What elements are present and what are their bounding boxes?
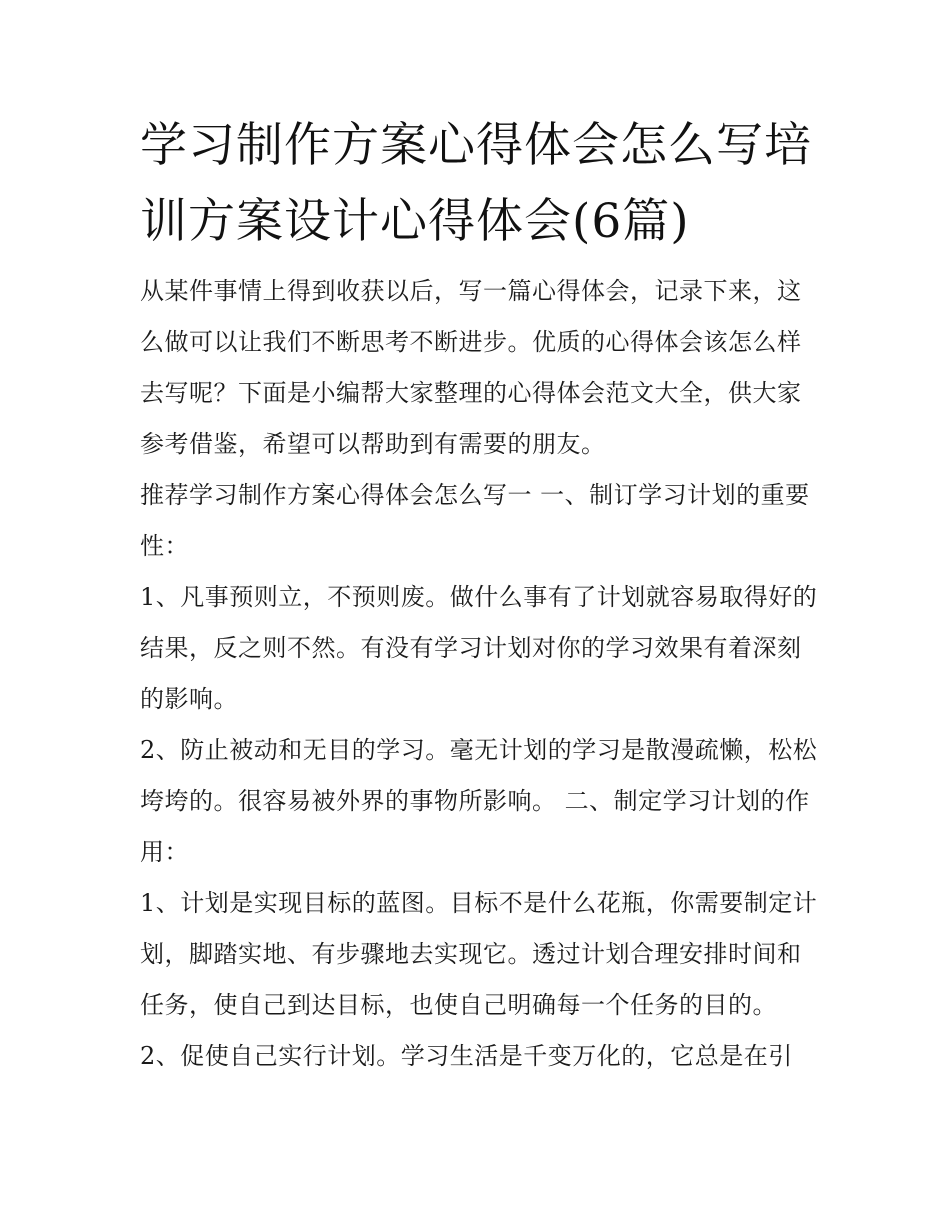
document-title: 学习制作方案心得体会怎么写培训方案设计心得体会(6篇) (140, 118, 812, 249)
paragraph-point-1: 1、凡事预则立，不预则废。做什么事有了计划就容易取得好的结果，反之则不然。有没有学习计划对你的学习效果有着深刻的影响。 (140, 583, 818, 713)
paragraph-intro: 从某件事情上得到收获以后，写一篇心得体会，记录下来，这么做可以让我们不断思考不断进步。优质的心得体会该怎么样去写呢？下面是小编帮大家整理的心得体会范文大全，供大家参考借鉴，希望可以帮助到有需要的朋友。 (140, 277, 802, 458)
paragraph-point-2: 2、防止被动和无目的学习。毫无计划的学习是散漫疏懒，松松垮垮的。很容易被外界的事物所影响。 二、制定学习计划的作用： (140, 736, 818, 866)
paragraph-point-4: 2、促使自己实行计划。学习生活是千变万化的，它总是在引 (140, 1042, 793, 1070)
document-body (140, 108, 820, 1082)
paragraph-section-heading: 推荐学习制作方案心得体会怎么写一 一、制订学习计划的重要性： (140, 481, 810, 560)
paragraph-point-3: 1、计划是实现目标的蓝图。目标不是什么花瓶，你需要制定计划，脚踏实地、有步骤地去实现它。透过计划合理安排时间和任务，使自己到达目标，也使自己明确每一个任务的目的。 (140, 889, 818, 1019)
